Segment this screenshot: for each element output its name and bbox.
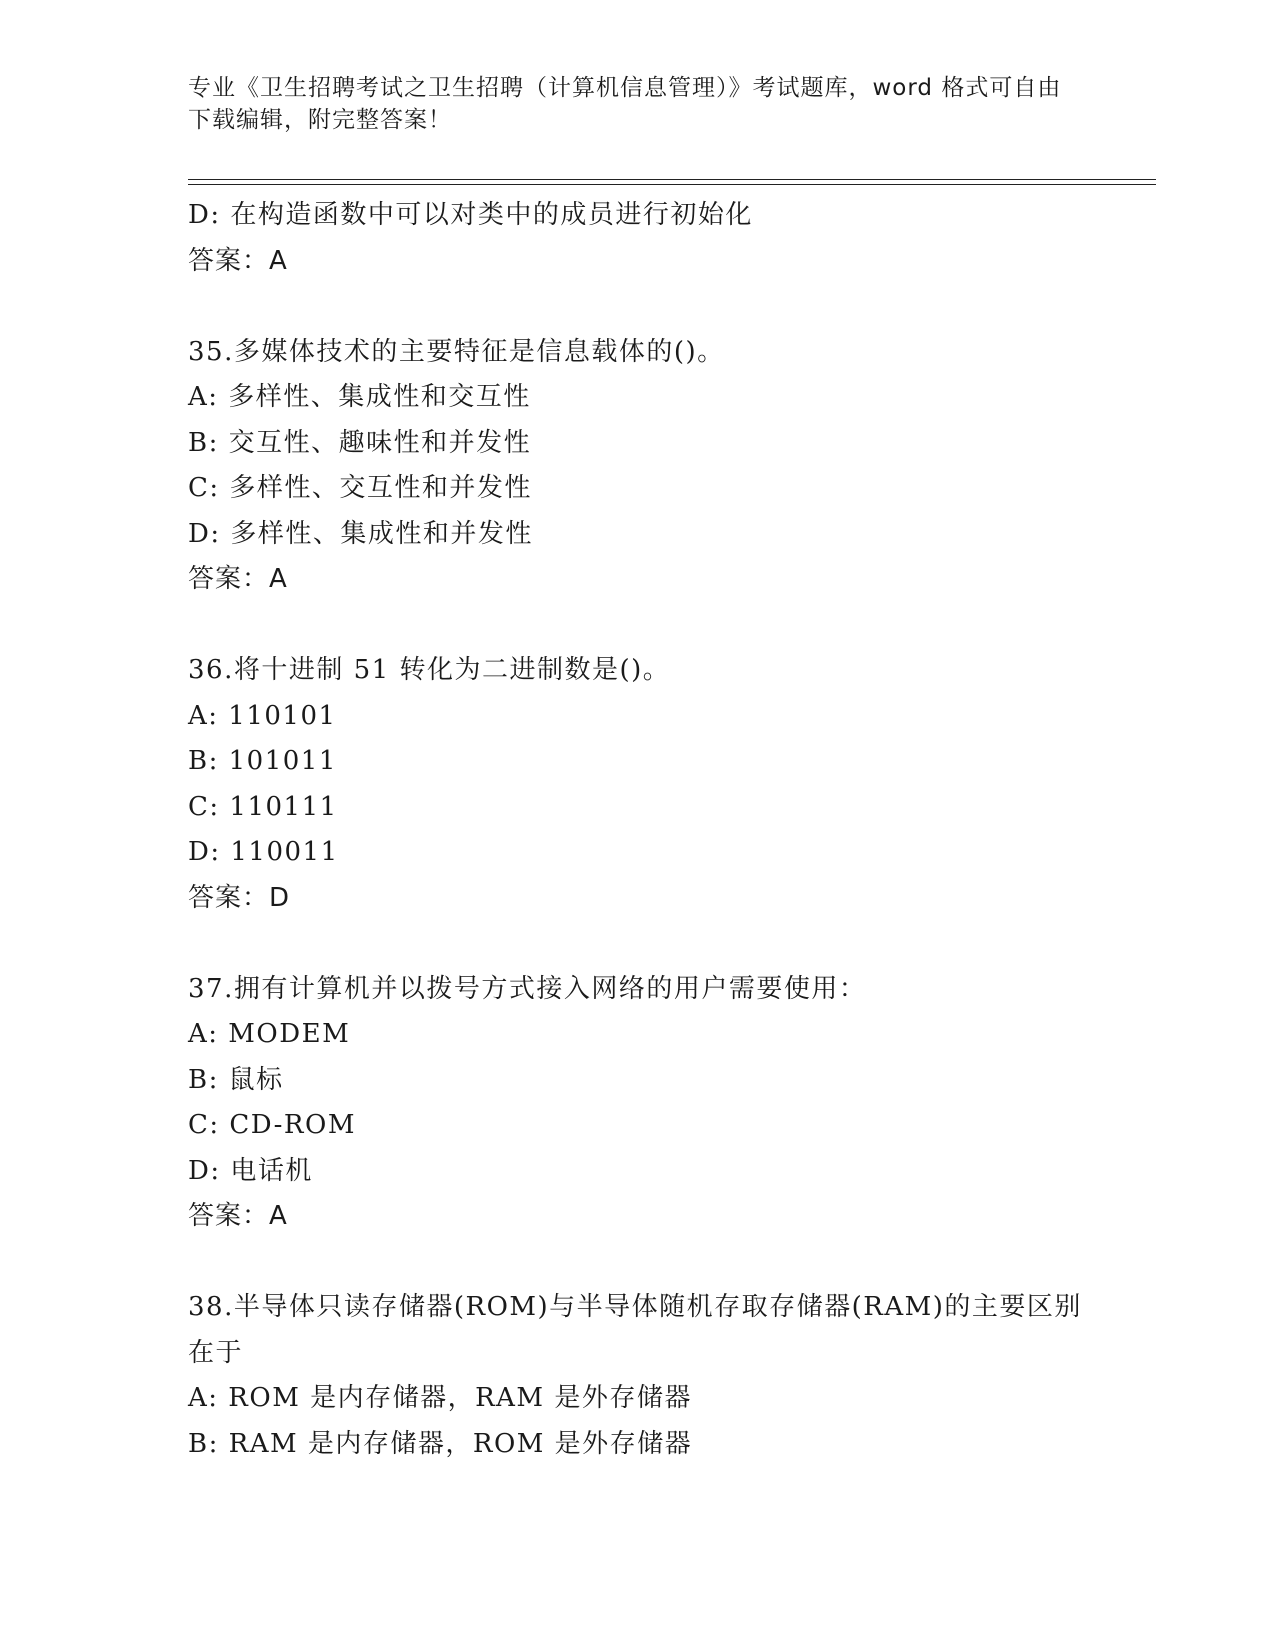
question-35-option-a: A: 多样性、集成性和交互性	[188, 382, 531, 412]
document-header: 专业《卫生招聘考试之卫生招聘（计算机信息管理）》考试题库，word 格式可自由下载编辑，附完整答案！	[188, 75, 1062, 133]
question-38-option-a: A: ROM 是内存储器，RAM 是外存储器	[188, 1383, 692, 1413]
header-divider-bottom	[188, 184, 1156, 185]
question-35-option-c: C: 多样性、交互性和并发性	[188, 473, 532, 503]
question-34-answer: 答案：A	[188, 245, 288, 276]
question-37-option-c: C: CD-ROM	[188, 1110, 356, 1140]
question-36-option-a: A: 110101	[188, 700, 337, 731]
spacer	[188, 284, 1088, 330]
question-35-option-b: B: 交互性、趣味性和并发性	[188, 427, 532, 458]
question-37-option-d: D: 电话机	[188, 1155, 313, 1186]
question-36-stem: 36.将十进制 51 转化为二进制数是()。	[188, 655, 671, 685]
question-37-option-b: B: 鼠标	[188, 1064, 284, 1095]
question-37-option-a: A: MODEM	[188, 1019, 351, 1049]
question-34-option-d: D: 在构造函数中可以对类中的成员进行初始化	[188, 200, 753, 230]
question-37-stem: 37.拥有计算机并以拨号方式接入网络的用户需要使用：	[188, 973, 867, 1004]
question-36-option-d: D: 110011	[188, 837, 339, 867]
question-36-answer: 答案：D	[188, 882, 291, 913]
question-38-option-b: B: RAM 是内存储器，ROM 是外存储器	[188, 1428, 693, 1459]
question-35-stem: 35.多媒体技术的主要特征是信息载体的()。	[188, 336, 725, 367]
question-35-answer: 答案：A	[188, 564, 288, 594]
header-divider-top	[188, 179, 1156, 180]
question-content	[188, 193, 1088, 1467]
spacer	[188, 921, 1088, 967]
question-35-option-d: D: 多样性、集成性和并发性	[188, 518, 533, 549]
spacer	[188, 1240, 1088, 1286]
spacer	[188, 603, 1088, 649]
question-37-answer: 答案：A	[188, 1201, 288, 1231]
question-36-option-b: B: 101011	[188, 746, 337, 776]
question-38-stem: 38.半导体只读存储器(ROM)与半导体随机存取存储器(RAM)的主要区别在于	[188, 1292, 1082, 1368]
question-36-option-c: C: 110111	[188, 791, 338, 822]
